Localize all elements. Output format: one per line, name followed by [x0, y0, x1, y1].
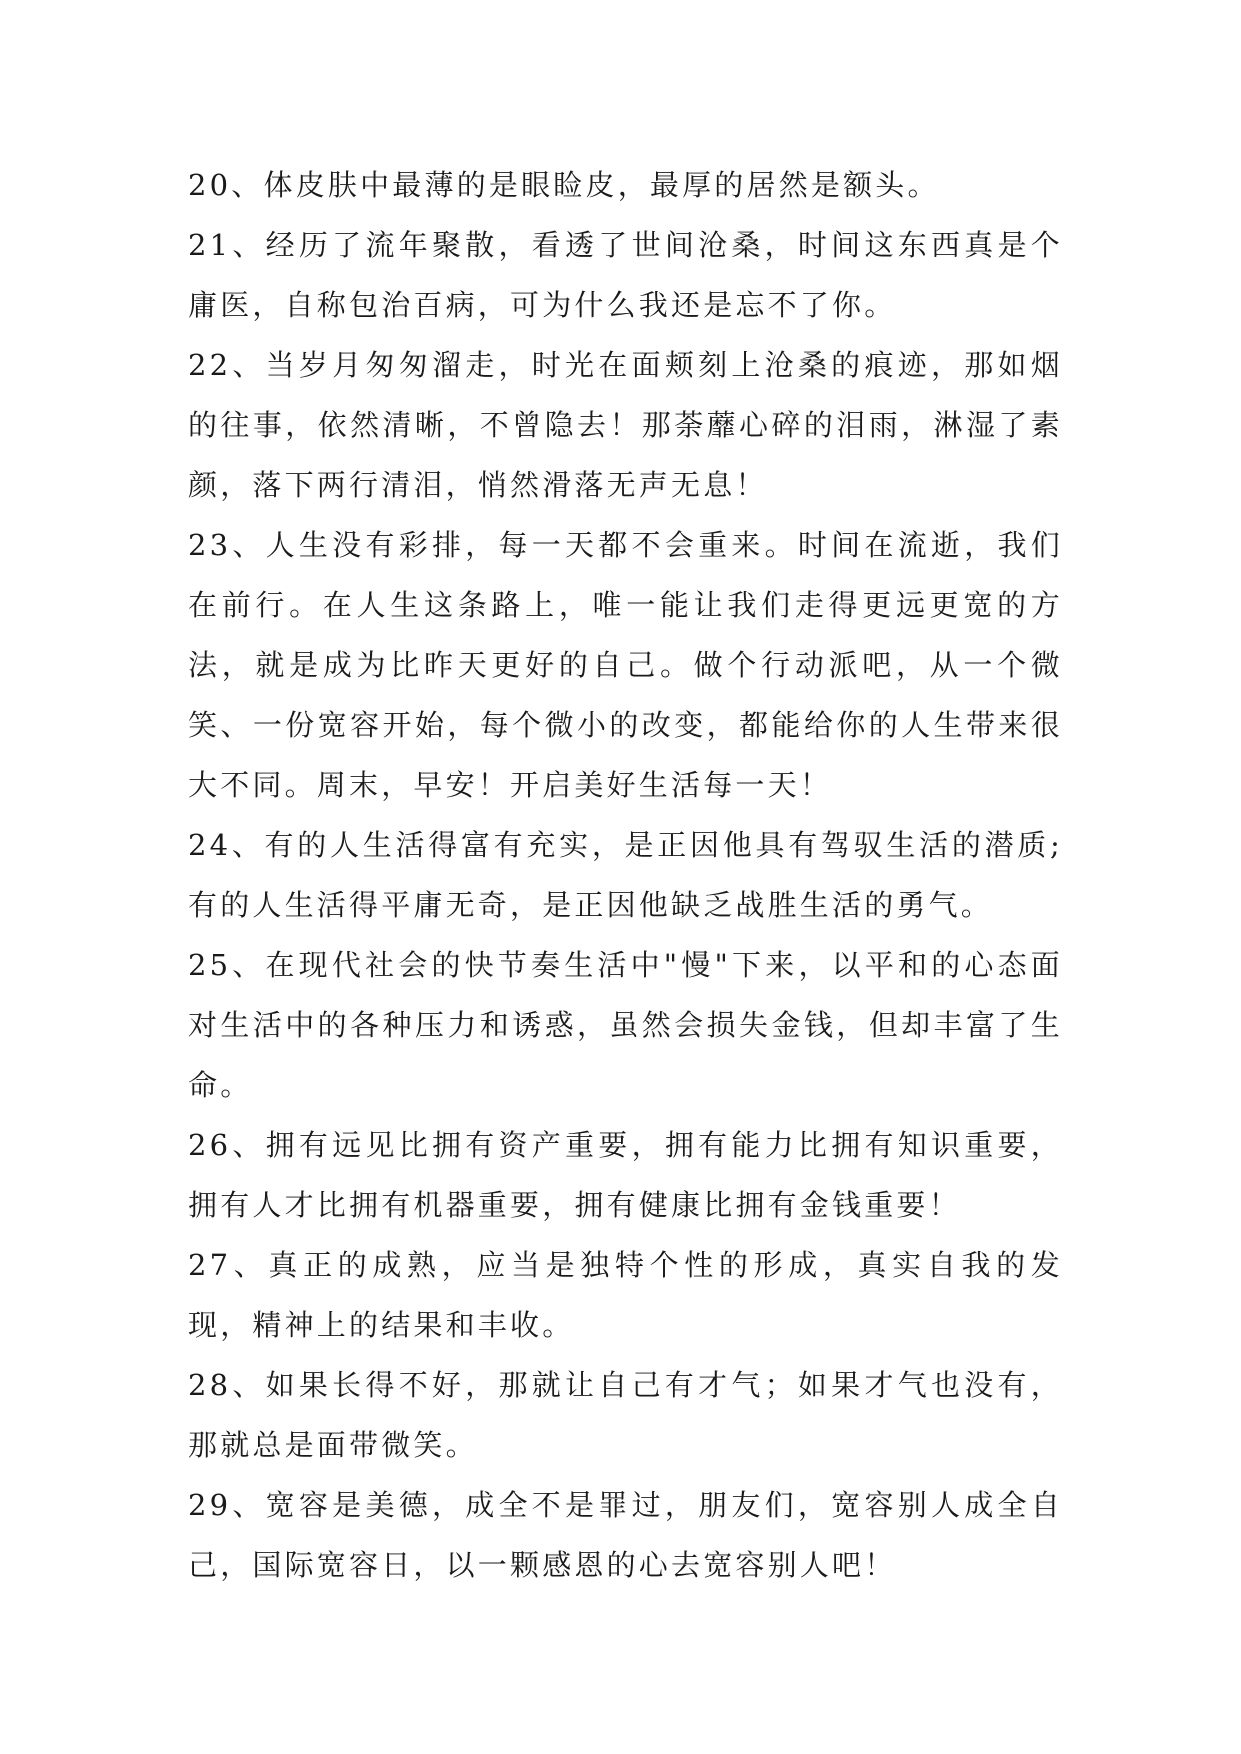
entry-26: 26、拥有远见比拥有资产重要，拥有能力比拥有知识重要，拥有人才比拥有机器重要，拥有健康比拥有金钱重要！	[188, 1128, 1063, 1222]
entry-22: 22、当岁月匆匆溜走，时光在面颊刻上沧桑的痕迹，那如烟的往事，依然清晰，不曾隐去！那荼蘼心碎的泪雨，淋湿了素颜，落下两行清泪，悄然滑落无声无息！	[188, 348, 1063, 502]
entry-23: 23、人生没有彩排，每一天都不会重来。时间在流逝，我们在前行。在人生这条路上，唯一能让我们走得更远更宽的方法，就是成为比昨天更好的自己。做个行动派吧，从一个微笑、一份宽容开始，每个微小的改变，都能给你的人生带来很大不同。周末，早安！开启美好生活每一天！	[188, 528, 1063, 802]
entry-24: 24、有的人生活得富有充实，是正因他具有驾驭生活的潜质;有的人生活得平庸无奇，是正因他缺乏战胜生活的勇气。	[188, 828, 1063, 922]
entry-20: 20、体皮肤中最薄的是眼睑皮，最厚的居然是额头。	[188, 168, 940, 202]
entry-28: 28、如果长得不好，那就让自己有才气；如果才气也没有，那就总是面带微笑。	[188, 1368, 1063, 1462]
document-body	[188, 155, 1063, 1595]
entry-27: 27、真正的成熟，应当是独特个性的形成，真实自我的发现，精神上的结果和丰收。	[188, 1248, 1063, 1342]
entry-25: 25、在现代社会的快节奏生活中"慢"下来，以平和的心态面对生活中的各种压力和诱惑，虽然会损失金钱，但却丰富了生命。	[188, 948, 1063, 1102]
entry-29: 29、宽容是美德，成全不是罪过，朋友们，宽容别人成全自己，国际宽容日，以一颗感恩的心去宽容别人吧！	[188, 1488, 1063, 1582]
entry-21: 21、经历了流年聚散，看透了世间沧桑，时间这东西真是个庸医，自称包治百病，可为什么我还是忘不了你。	[188, 228, 1063, 322]
